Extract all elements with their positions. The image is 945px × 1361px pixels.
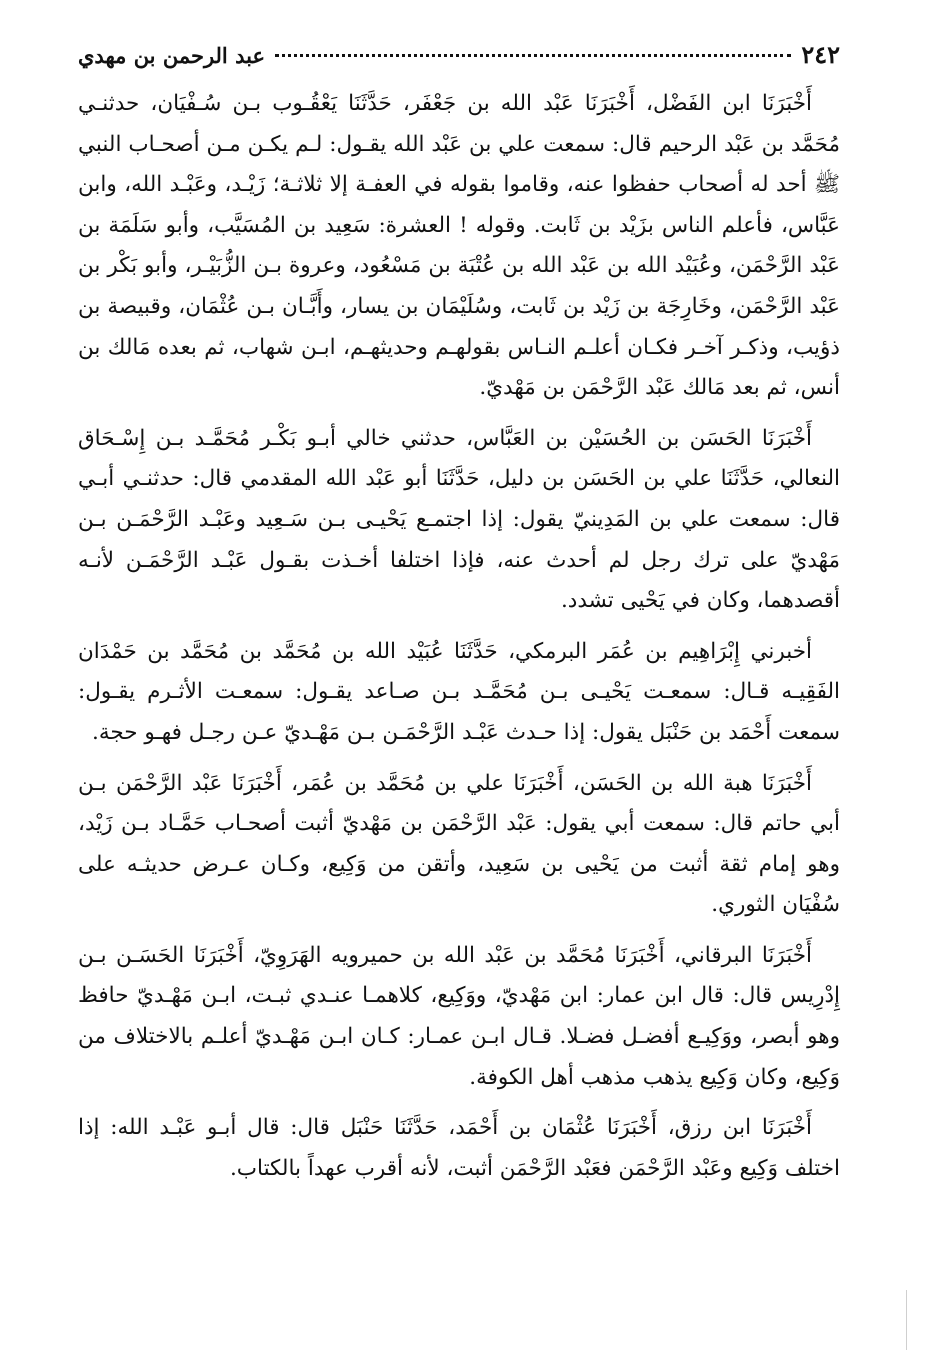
paragraph: أَخْبَرَنَا هبة الله بن الحَسَن، أَخْبَرَنَا علي بن مُحَمَّد بن عُمَر، أَخْبَرَنَا عَبْد الرَّحْمَن بـن أبي حاتم قال: سمعت أبي يقول: عَبْد الرَّحْمَن بن مَهْديّ أثبت أصحـاب حَمَّـاد بـن زَيْد، وهو إمام ثقة أثبت من يَحْيى بن سَعِيد، وأتقن من وَكِيع، وكـان عـرض حديثـه على سُفْيَان الثوري. <box>78 770 840 918</box>
book-page <box>78 40 840 1199</box>
paragraph: أَخْبَرَنَا الحَسَن بن الحُسَيْن بن العَبَّاس، حدثني خالي أبـو بَكْـر مُحَمَّـد بـن إِسْـحَاق النعالي، حَدَّثَنَا علي بن الحَسَن بن دليل، حَدَّثَنَا أبو عَبْد الله المقدمي قال: حدثنـي أبـي قال: سمعت علي بن المَدِينيّ يقول: إذا اجتمـع يَحْيـى بـن سَـعِيد وعَبْـد الرَّحْمَـن بـن مَهْديّ على ترك رجل لم أحدث عنه، فإذا اختلفا أخـذت بقـول عَبْـد الرَّحْمَـن لأنـه أقصدهما، وكان في يَحْيى تشدد. <box>78 425 840 614</box>
dotted-leader <box>275 54 791 57</box>
body-text <box>78 84 840 1189</box>
paragraph: أَخْبَرَنَا ابن رزق، أَخْبَرَنَا عُثْمَان بن أَحْمَد، حَدَّثَنَا حَنْبَل قال: قال أبـو عَبْـد الله: إذا اختلف وَكِيع وعَبْد الرَّحْمَن فعَبْد الرَّحْمَن أثبت، لأنه أقرب عهداً بالكتاب. <box>78 1115 840 1181</box>
running-header <box>78 40 840 80</box>
paragraph: أَخْبَرَنَا البرقاني، أَخْبَرَنَا مُحَمَّد بن عَبْد الله بن حميرويه الهَرَوِيّ، أَخْبَرَنَا الحَسَـن بـن إِدْرِيس قال: قال ابن عمار: ابن مَهْديّ، ووَكِيع، كلاهمـا عنـدي ثبـت، ابـن مَهْـديّ حافظ وهو أبصر، ووَكِيـع أفضـل فضـلا. قـال ابـن عمـار: كـان ابـن مَهْـديّ أعلـم بالاختلاف من وَكِيع، وكان وَكِيع يذهب مذهب أهل الكوفة. <box>78 942 840 1090</box>
paragraph: أخبرني إِبْرَاهِيم بن عُمَر البرمكي، حَدَّثَنَا عُبَيْد الله بن مُحَمَّد بن مُحَمَّد بن حَمْدَان الفَقِيـه قـال: سمعـت يَحْيـى بـن مُحَمَّـد بـن صـاعد يقـول: سمعـت الأثـرم يقـول: سمعت أَحْمَد بن حَنْبَل يقول: إذا حـدث عَبْـد الرَّحْمَـن بـن مَهْـديّ عـن رجـل فهـو حجة. <box>78 638 840 745</box>
running-title: عبد الرحمن بن مهدي <box>78 43 265 68</box>
paragraph: أَخْبَرَنَا ابن الفَضْل، أَخْبَرَنَا عَبْد الله بن جَعْفَر، حَدَّثَنَا يَعْقُـوب بـن سُـفْيَان، حدثنـي مُحَمَّد بن عَبْد الرحيم قال: سمعت علي بن عَبْد الله يقـول: لـم يكـن مـن أصحـاب النبي ﷺ أحد له أصحاب حفظوا عنه، وقاموا بقوله في العفـة إلا ثلاثـة؛ زَيْـد، وعَبْـد الله، وابن عَبَّاس، فأعلم الناس بزَيْد بن ثَابت. وقوله ! العشرة: سَعِيد بن المُسَيَّب، وأبو سَلَمَة بن عَبْد الرَّحْمَن، وعُبَيْد الله بن عَبْد الله بن عُتْبَة بن مَسْعُود، وعروة بـن الزُّبَيْـر، وأبو بَكْر بن عَبْد الرَّحْمَن، وخَارِجَة بن زَيْد بن ثَابت، وسُلَيْمَان بن يسار، وأَبَّـان بـن عُثْمَان، وقبيصة بن ذؤيب، وذكـر آخـر فكـان أعلـم النـاس بقولهـم وحديثهـم، ابـن شهاب، ثم بعده مَالك بن أنس، ثم بعد مَالك عَبْد الرَّحْمَن بن مَهْديّ. <box>78 91 840 401</box>
page-number: ٢٤٢ <box>801 40 840 69</box>
scan-edge-mark <box>906 1290 907 1350</box>
